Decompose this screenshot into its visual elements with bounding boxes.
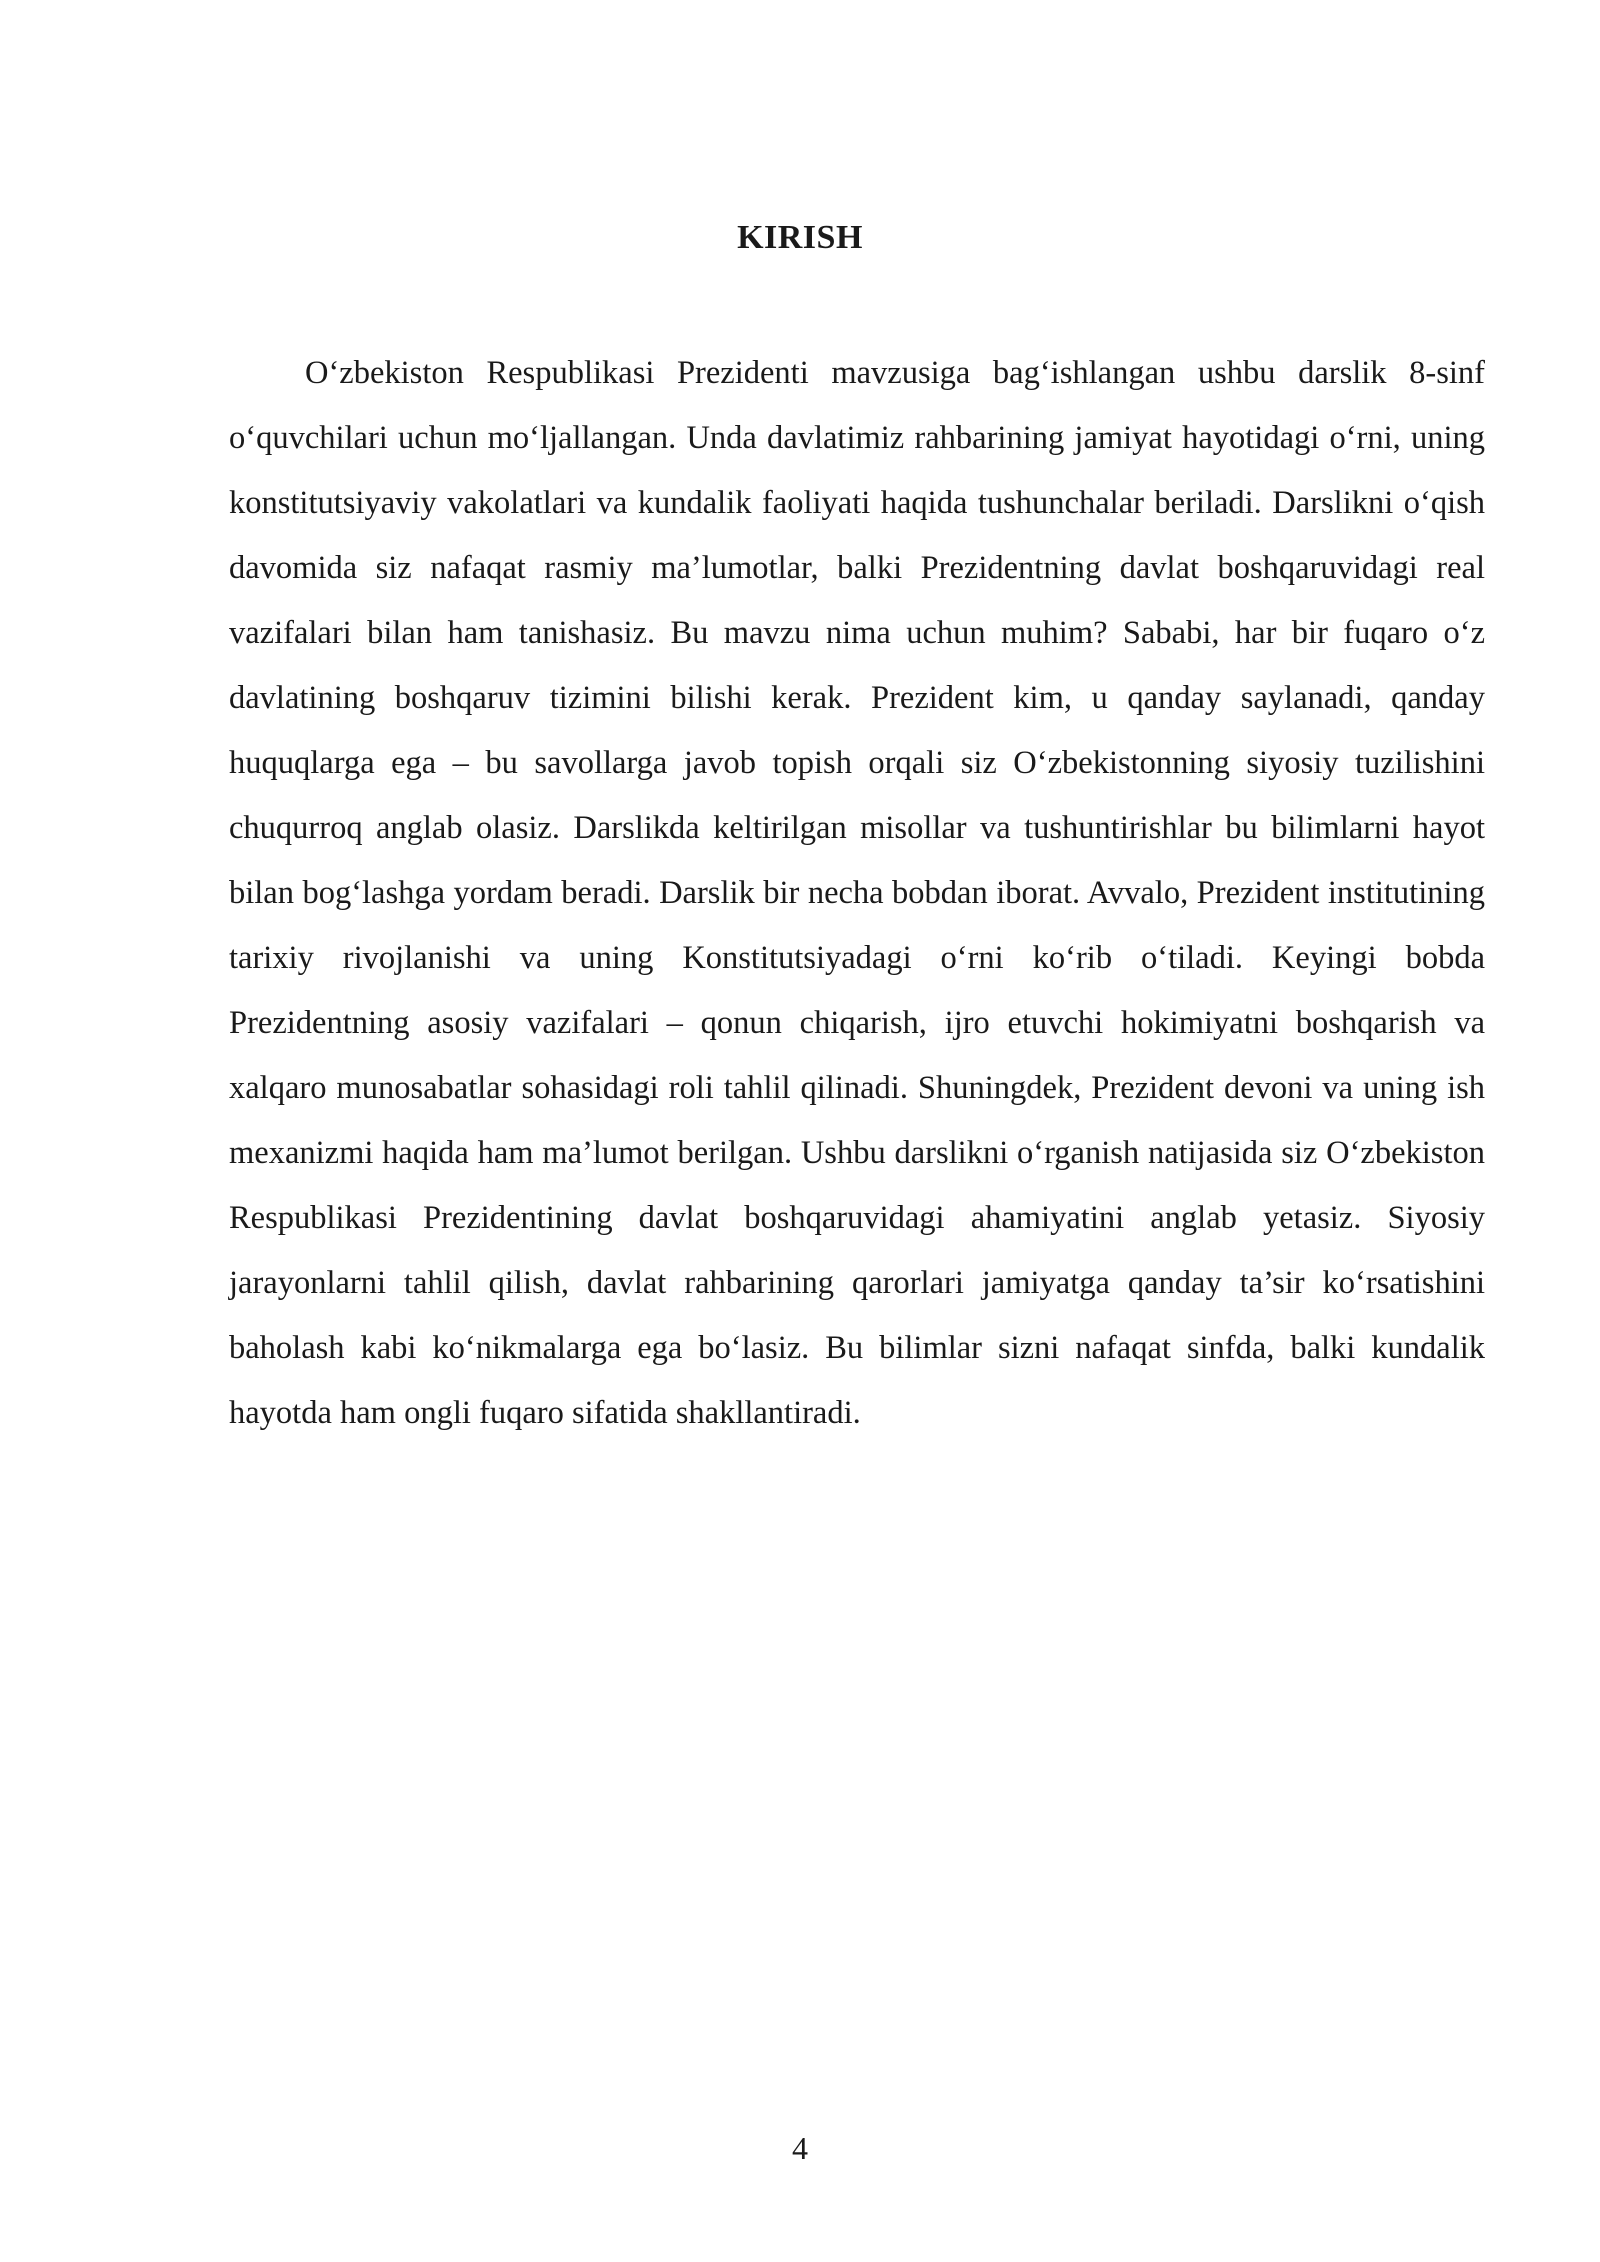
section-heading: KIRISH [737, 219, 863, 256]
page-number: 4 [792, 2130, 808, 2166]
intro-paragraph: O‘zbekiston Respublikasi Prezidenti mavzusiga bag‘ishlangan ushbu darslik 8-sinf o‘quvchilari uchun mo‘ljallangan. Unda davlatimiz rahbarining jamiyat hayotidagi o‘rni, uning konstitutsiyaviy vakolatlari va kundalik faoliyati haqida tushunchalar beriladi. Darslikni o‘qish davomida siz nafaqat rasmiy ma’lumotlar, balki Prezidentning davlat boshqaruvidagi real vazifalari bilan ham tanishasiz. Bu mavzu nima uchun muhim? Sababi, har bir fuqaro o‘z davlatining boshqaruv tizimini bilishi kerak. Prezident kim, u qanday saylanadi, qanday huquqlarga ega – bu savollarga javob topish orqali siz O‘zbekistonning siyosiy tuzilishini chuqurroq anglab olasiz. Darslikda keltirilgan misollar va tushuntirishlar bu bilimlarni hayot bilan bog‘lashga yordam beradi. Darslik bir necha bobdan iborat. Avvalo, Prezident institutining tarixiy rivojlanishi va uning Konstitutsiyadagi o‘rni ko‘rib o‘tiladi. Keyingi bobda Prezidentning asosiy vazifalari – qonun chiqarish, ijro etuvchi hokimiyatni boshqarish va xalqaro munosabatlar sohasidagi roli tahlil qilinadi. Shuningdek, Prezident devoni va uning ish mexanizmi haqida ham ma’lumot berilgan. Ushbu darslikni o‘rganish natijasida siz O‘zbekiston Respublikasi Prezidentining davlat boshqaruvidagi ahamiyatini anglab yetasiz. Siyosiy jarayonlarni tahlil qilish, davlat rahbarining qarorlari jamiyatga qanday ta’sir ko‘rsatishini baholash kabi ko‘nikmalarga ega bo‘lasiz. Bu bilimlar sizni nafaqat sinfda, balki kundalik hayotda ham ongli fuqaro sifatida shakllantiradi. [229, 355, 1485, 1431]
